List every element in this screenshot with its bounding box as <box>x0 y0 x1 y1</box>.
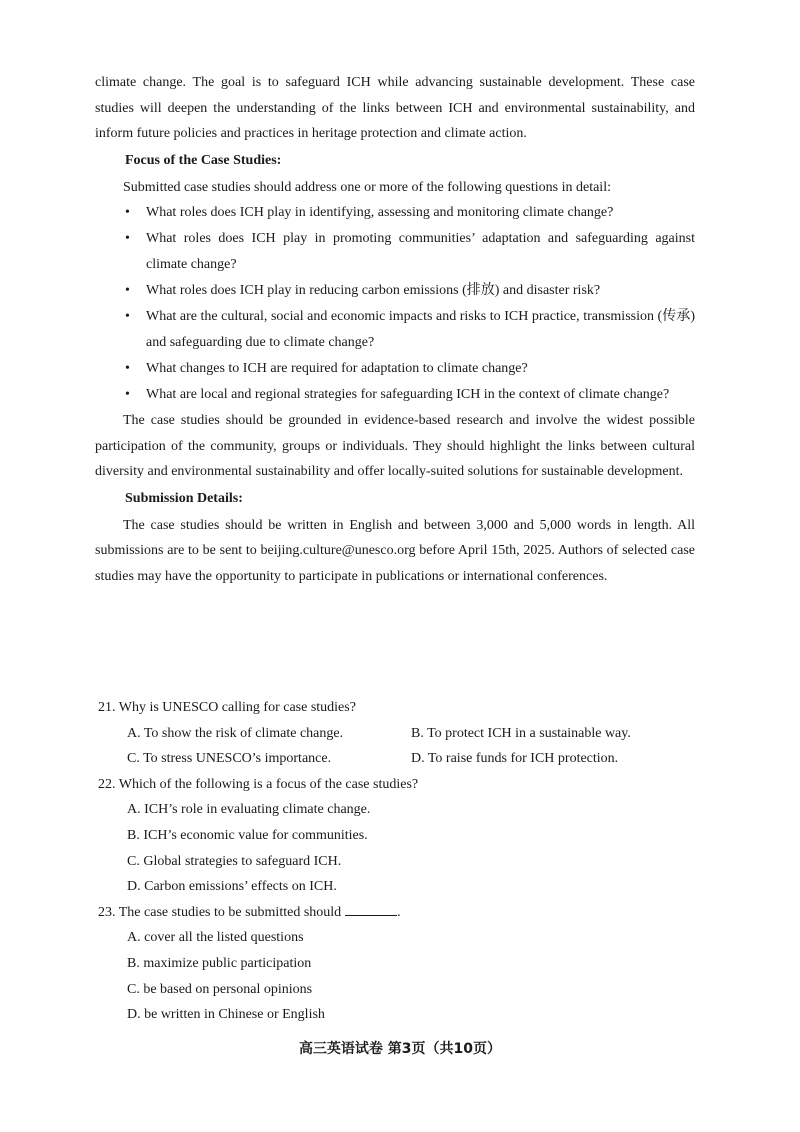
submission-paragraph: The case studies should be written in English and between 3,000 and 5,000 words in length. All submissions are to be sent to beijing.culture@unesco.org before April 15th, 2025. Authors of selected case studies may have the opportunity to participate in publications or international conferences. <box>95 517 695 584</box>
bullet-icon: • <box>125 309 130 324</box>
question-21 <box>95 695 695 772</box>
option-a: A. ICH’s role in evaluating climate change. <box>127 802 371 818</box>
list-item: • What roles does ICH play in promoting communities’ adaptation and safeguarding against climate change? <box>95 226 695 278</box>
bullet-icon: • <box>125 283 130 298</box>
focus-question-list <box>95 200 695 408</box>
bullet-icon: • <box>125 205 130 220</box>
option-b: B. maximize public participation <box>127 955 312 971</box>
intro-paragraph: climate change. The goal is to safeguard ICH while advancing sustainable development. These case studies will deepen the understanding of the links between ICH and environmental sustainability, and inform future policies and practices in heritage protection and climate action. <box>95 75 695 141</box>
list-item: • What are the cultural, social and economic impacts and risks to ICH practice, transmission (传承) and safeguarding due to climate change? <box>95 304 695 356</box>
list-item: • What roles does ICH play in identifying, assessing and monitoring climate change? <box>95 200 695 226</box>
option-b: B. To protect ICH in a sustainable way. <box>411 725 631 741</box>
question-23 <box>95 900 695 1028</box>
option-b: B. ICH’s economic value for communities. <box>127 827 368 843</box>
page-footer: 高三英语试卷 第3页（共10页） <box>298 1041 502 1057</box>
bullet-icon: • <box>125 387 130 402</box>
question-stem: 22. Which of the following is a focus of the case studies? <box>98 776 419 792</box>
list-item: • What changes to ICH are required for adaptation to climate change? <box>95 356 695 382</box>
question-section <box>95 695 695 1028</box>
focus-lead: Submitted case studies should address one or more of the following questions in detail: <box>123 179 611 195</box>
option-a: A. cover all the listed questions <box>127 930 304 946</box>
option-c: C. be based on personal opinions <box>127 981 313 997</box>
list-item: • What roles does ICH play in reducing carbon emissions (排放) and disaster risk? <box>95 278 695 304</box>
question-22 <box>95 772 695 900</box>
reading-passage <box>95 70 695 589</box>
bullet-icon: • <box>125 231 130 246</box>
option-a: A. To show the risk of climate change. <box>127 725 344 741</box>
question-stem: 23. The case studies to be submitted should . <box>98 904 401 920</box>
answer-blank <box>345 915 397 916</box>
focus-heading: Focus of the Case Studies: <box>125 152 282 168</box>
option-d: D. To raise funds for ICH protection. <box>411 751 619 767</box>
list-item: • What are local and regional strategies for safeguarding ICH in the context of climate change? <box>95 382 695 408</box>
submission-heading: Submission Details: <box>125 490 243 506</box>
grounding-paragraph: The case studies should be grounded in evidence-based research and involve the widest possible participation of the community, groups or individuals. They should highlight the links between cultural diversity and environmental sustainability and offer locally-suited solutions for sustainable development. <box>95 413 695 479</box>
option-c: C. To stress UNESCO’s importance. <box>127 751 332 767</box>
bullet-icon: • <box>125 361 130 376</box>
option-d: D. be written in Chinese or English <box>127 1007 325 1023</box>
option-d: D. Carbon emissions’ effects on ICH. <box>127 879 337 895</box>
option-c: C. Global strategies to safeguard ICH. <box>127 853 342 869</box>
question-stem: 21. Why is UNESCO calling for case studies? <box>98 700 356 715</box>
